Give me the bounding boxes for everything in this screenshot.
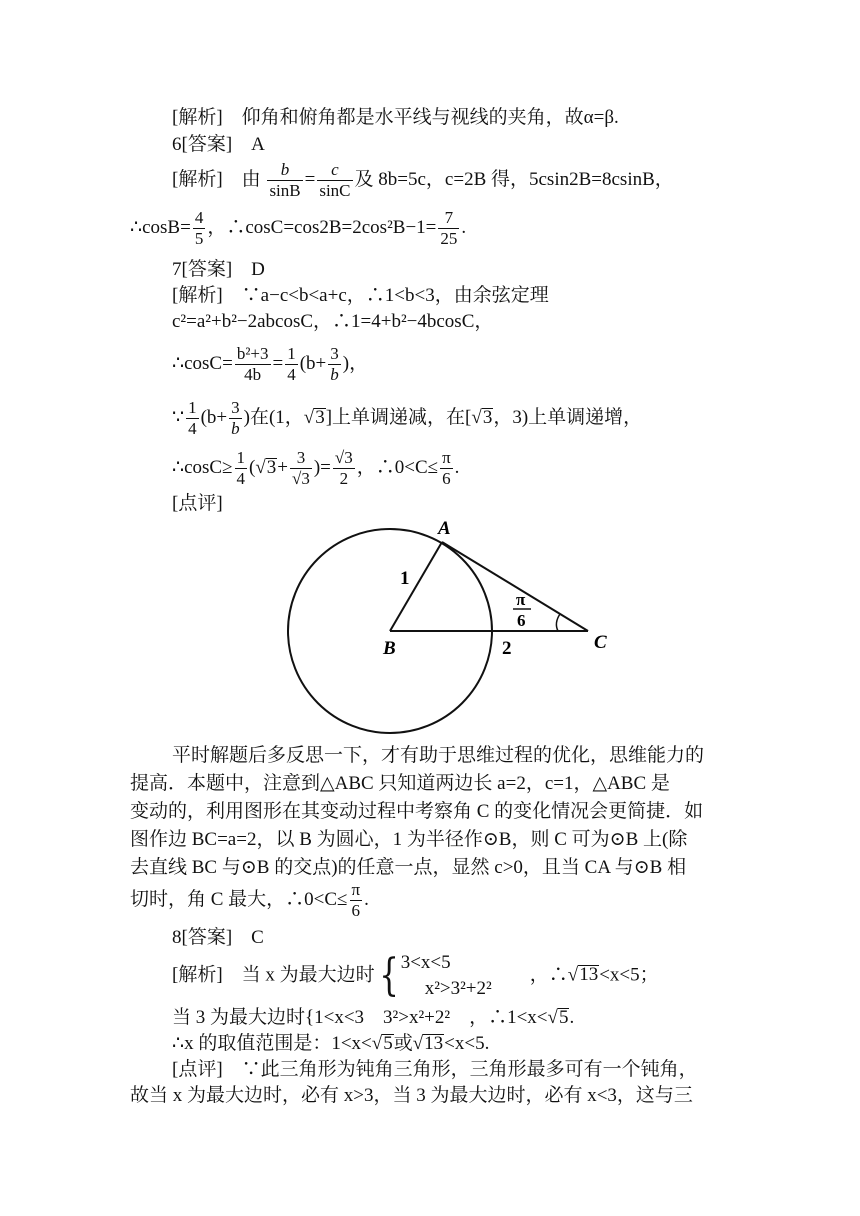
label-side-1: 1	[400, 568, 410, 589]
label-a: A	[438, 518, 451, 539]
text: 及 8b=5c，c=2B 得，5csin2B=8csinB，	[354, 168, 674, 190]
paragraph-line5: 去直线 BC 与⊙B 的交点)的任意一点，显然 c>0，且当 CA 与⊙B 相	[130, 857, 687, 878]
solution-7-line5: ∴cosC≥ $\frac{1}{4}$ (√3+ $\frac{3}{√3}$ )= $\frac{√3}{2}$ ，∴0<C≤ $\frac{\pi}{6}$ .	[172, 448, 460, 488]
fraction: $\frac{\pi}{6}$	[442, 448, 451, 488]
fraction: $\frac{1}{4}$	[188, 398, 197, 438]
comment-tag-7: [点评]	[172, 493, 223, 514]
answer-8: 8[答案] C	[172, 927, 264, 948]
label-angle-den: 6	[517, 611, 526, 630]
solution-7-line2: c²=a²+b²−2abcosC，∴1=4+b²−4bcosC，	[172, 311, 494, 332]
solution-6-line1: [解析] 由 $\frac{b}{\sin B}$ = $\frac{c}{\sin C}$ 及 8b=5c，c=2B 得，5csin2B=8csinB，	[172, 160, 674, 200]
sqrt: 5	[558, 1007, 569, 1028]
paragraph-line3: 变动的，利用图形在其变动过程中考察角 C 的变化情况会更简捷．如	[130, 801, 704, 822]
fraction: $\frac{4}{5}$	[194, 208, 204, 248]
solution-8-line2: 当 3 为最大边时{1<x<3 3²>x²+2² ，∴1<x<√5.	[172, 1007, 575, 1028]
tag: 6[答案]	[172, 134, 233, 155]
angle-arc	[556, 614, 560, 631]
solution-7-line1: [解析] ∵a−c<b<a+c，∴1<b<3，由余弦定理	[172, 285, 549, 306]
segment-ba	[390, 542, 442, 631]
fraction: $\frac{3}{b}$	[330, 344, 339, 384]
fraction: $\frac{1}{4}$	[236, 448, 246, 488]
solution-8-line1: [解析] 当 x 为最大边时{ 3<x<5 x²>3²+2² ，∴√13<x<5；	[172, 950, 659, 1001]
paragraph-line2: 提高．本题中，注意到△ABC 只知道两边长 a=2，c=1，△ABC 是	[130, 773, 670, 794]
inequality-system: 3<x<5 x²>3²+2²	[400, 952, 492, 999]
solution-5	[172, 106, 619, 130]
fraction: $\frac{3}{√3}$	[292, 448, 310, 488]
paragraph-line1: 平时解题后多反思一下，才有助于思维过程的优化，思维能力的	[172, 745, 705, 766]
fraction: $\frac{3}{b}$	[231, 398, 240, 438]
sqrt: 3	[315, 406, 325, 428]
fraction: $\frac{b}{\sin B}$	[269, 160, 301, 200]
sqrt: 13	[579, 964, 599, 986]
tag: [解析]	[172, 168, 223, 190]
fraction: $\frac{\text{b²+3}}{4b}$	[236, 344, 269, 384]
sqrt: 5	[383, 1033, 393, 1054]
solution-6-line2: ∴cosB= $\frac{4}{5}$ ，∴cosC=cos2B=2cos²B−1= $\frac{7}{25}$ .	[130, 208, 467, 248]
solution-7-line3: ∴cosC= $\frac{\text{b²+3}}{4b}$ = $\frac{1}{4}$ (b+ $\frac{3}{b}$ )，	[172, 344, 369, 384]
comment-8-line2: 故当 x 为最大边时，必有 x>3，当 3 为最大边时，必有 x<3，这与三	[130, 1085, 693, 1106]
tag: [解析]	[172, 107, 223, 128]
sqrt: 3	[266, 456, 277, 478]
segment-ac	[442, 542, 588, 631]
comment-8-line1: [点评] ∵此三角形为钝角三角形，三角形最多可有一个钝角，	[172, 1059, 698, 1080]
solution-8-line3: ∴x 的取值范围是：1<x<√5或√13<x<5.	[172, 1033, 490, 1054]
fraction: $\frac{c}{\sin C}$	[319, 160, 351, 200]
label-angle-num: π	[516, 590, 526, 609]
answer-7: 7[答案] D	[172, 259, 265, 280]
text: A	[251, 134, 265, 155]
label-side-2: 2	[502, 638, 512, 659]
answer-6	[172, 133, 265, 157]
label-c: C	[594, 632, 607, 653]
circle-tangent-figure	[270, 512, 630, 742]
fraction: $\frac{√3}{2}$	[334, 448, 353, 488]
sqrt: 3	[482, 406, 493, 428]
text: 仰角和俯角都是水平线与视线的夹角，故α=β.	[241, 107, 619, 128]
fraction: $\frac{1}{4}$	[287, 344, 296, 384]
paragraph-line4: 图作边 BC=a=2，以 B 为圆心，1 为半径作⊙B，则 C 可为⊙B 上(除	[130, 829, 688, 850]
fraction: $\frac{\pi}{6}$	[351, 880, 361, 920]
label-b: B	[383, 638, 396, 659]
text: 由	[241, 168, 261, 190]
solution-7-line4: ∵ $\frac{1}{4}$ (b+ $\frac{3}{b}$ )在(1，√3]上单调递减，在[√3，3)上单调递增，	[172, 398, 643, 438]
paragraph-line6: 切时，角 C 最大，∴0<C≤ $\frac{\pi}{6}$ .	[130, 880, 369, 920]
fraction: $\frac{7}{25}$	[440, 208, 458, 248]
sqrt: 13	[424, 1033, 444, 1054]
